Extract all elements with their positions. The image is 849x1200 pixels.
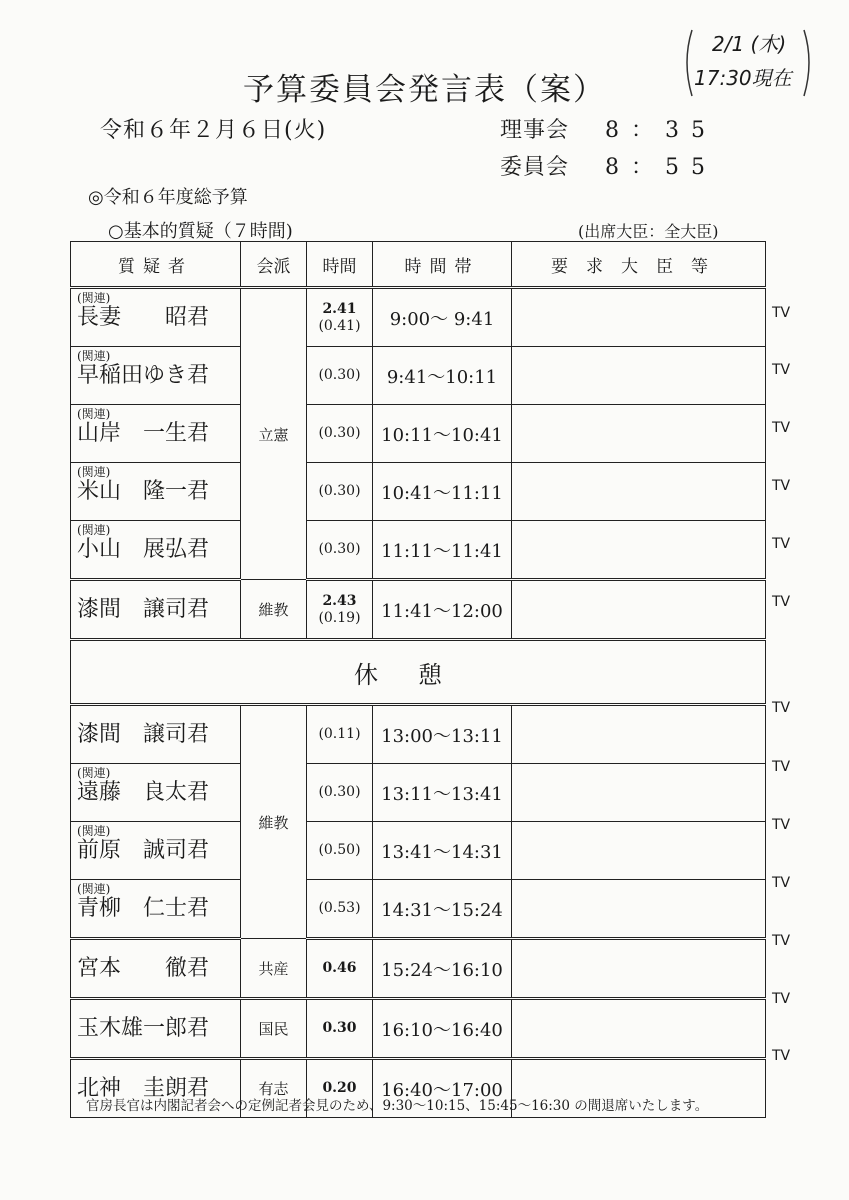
table-row [71,705,766,764]
time-cell: 2.43 (0.19) [307,580,373,640]
header-timeslot: 時間帯 [373,242,512,288]
time-cell: 0.46 [307,939,373,999]
questioner-name: 長妻 昭君 [77,305,210,330]
tv-broadcast-marker: TV [772,536,791,552]
time-total: 2.43 [322,592,357,609]
tv-broadcast-marker: TV [772,991,791,1007]
related-tag: (関連) [77,824,111,838]
party-cell: 国民 [241,999,307,1059]
timeslot-cell: 9:41～10:11 [373,347,512,405]
timeslot-cell: 11:41～12:00 [373,580,512,640]
requested-ministers-cell [512,288,766,347]
requested-ministers-cell [512,939,766,999]
budget-heading: ◎令和６年度総予算 [88,187,248,208]
timeslot-cell: 10:41～11:11 [373,463,512,521]
questioner-name: 漆間 譲司君 [77,597,210,622]
timeslot-cell: 9:00～ 9:41 [373,288,512,347]
tv-broadcast-marker: TV [772,700,791,716]
table-header-row [71,242,766,288]
timeslot-cell: 13:11～13:41 [373,764,512,822]
footnote: 官房長官は内閣記者会への定例記者会見のため、9:30～10:15、15:45～16:30 の間退席いたします。 [86,1098,709,1114]
table-row [71,822,766,880]
requested-ministers-cell [512,347,766,405]
speaker-schedule-table [70,241,766,1118]
tv-broadcast-marker: TV [772,1048,791,1064]
party-cell: 立憲 [241,288,307,580]
related-tag: (関連) [77,766,111,780]
tv-broadcast-marker: TV [772,478,791,494]
requested-ministers-cell [512,521,766,580]
tv-broadcast-marker: TV [772,420,791,436]
time-cell: (0.30) [307,405,373,463]
time-cell: 0.30 [307,999,373,1059]
table-row [71,347,766,405]
related-tag: (関連) [77,523,111,537]
questioner-name: 山岸 一生君 [77,421,210,446]
stamp-time: 17:30現在 [694,66,792,90]
board-meeting-label: 理事会 [500,118,570,143]
time-cell: (0.30) [307,347,373,405]
requested-ministers-cell [512,880,766,939]
party-cell: 維教 [241,580,307,640]
tv-broadcast-marker: TV [772,594,791,610]
committee-meeting-time: 8：55 [605,155,717,180]
questioner-name: 北神 圭朗君 [77,1076,210,1101]
stamp-date: 2/1 (木) [712,32,787,56]
committee-meeting-label: 委員会 [500,155,570,180]
questioner-name: 米山 隆一君 [77,479,210,504]
table-row [71,939,766,999]
time-cell: 0.20 [307,1059,373,1118]
time-total: 2.41 [322,300,357,317]
tv-broadcast-marker: TV [772,933,791,949]
requested-ministers-cell [512,822,766,880]
timeslot-cell: 15:24～16:10 [373,939,512,999]
requested-ministers-cell [512,764,766,822]
time-cell: (0.11) [307,705,373,764]
table-row [71,999,766,1059]
related-tag: (関連) [77,349,111,363]
header-time: 時間 [307,242,373,288]
questioner-name: 小山 展弘君 [77,537,210,562]
header-questioner: 質疑者 [71,242,241,288]
time-cell: (0.30) [307,521,373,580]
table-row [71,764,766,822]
break-row [71,640,766,705]
time-cell: (0.50) [307,822,373,880]
table-row [71,521,766,580]
session-date: 令和６年２月６日(火) [100,118,327,143]
timeslot-cell: 13:41～14:31 [373,822,512,880]
questioner-name: 遠藤 良太君 [77,780,210,805]
session-heading: ○基本的質疑（７時間) [108,221,293,242]
header-requested-ministers: 要求大臣等 [512,242,766,288]
tv-broadcast-marker: TV [772,875,791,891]
questioner-name: 宮本 徹君 [77,956,210,981]
tv-broadcast-marker: TV [772,817,791,833]
related-tag: (関連) [77,465,111,479]
requested-ministers-cell [512,705,766,764]
timeslot-cell: 11:11～11:41 [373,521,512,580]
page-title: 予算委員会発言表（案） [243,72,606,108]
table-row [71,580,766,640]
break-label: 休憩 [71,640,766,705]
questioner-name: 早稲田ゆき君 [77,363,210,388]
questioner-name: 青柳 仁士君 [77,896,210,921]
table-row [71,405,766,463]
timeslot-cell: 13:00～13:11 [373,705,512,764]
timeslot-cell: 16:40～17:00 [373,1059,512,1118]
time-cell: (0.53) [307,880,373,939]
party-cell: 維教 [241,705,307,939]
timeslot-cell: 16:10～16:40 [373,999,512,1059]
related-tag: (関連) [77,882,111,896]
table-row [71,463,766,521]
header-party: 会派 [241,242,307,288]
related-tag: (関連) [77,291,111,305]
board-meeting-time: 8：35 [605,118,717,143]
table-row [71,880,766,939]
party-cell: 共産 [241,939,307,999]
time-cell: (0.30) [307,764,373,822]
questioner-name: 玉木雄一郎君 [77,1016,210,1041]
questioner-name: 漆間 譲司君 [77,722,210,747]
related-tag: (関連) [77,407,111,421]
requested-ministers-cell [512,580,766,640]
attending-ministers: (出席大臣：全大臣) [578,222,719,241]
questioner-name: 前原 誠司君 [77,838,210,863]
requested-ministers-cell [512,999,766,1059]
time-cell: 2.41 (0.41) [307,288,373,347]
tv-broadcast-marker: TV [772,759,791,775]
timeslot-cell: 14:31～15:24 [373,880,512,939]
timeslot-cell: 10:11～10:41 [373,405,512,463]
requested-ministers-cell [512,463,766,521]
table-row [71,288,766,347]
tv-broadcast-marker: TV [772,305,791,321]
time-cell: (0.30) [307,463,373,521]
tv-broadcast-marker: TV [772,362,791,378]
requested-ministers-cell [512,405,766,463]
party-cell: 有志 [241,1059,307,1118]
